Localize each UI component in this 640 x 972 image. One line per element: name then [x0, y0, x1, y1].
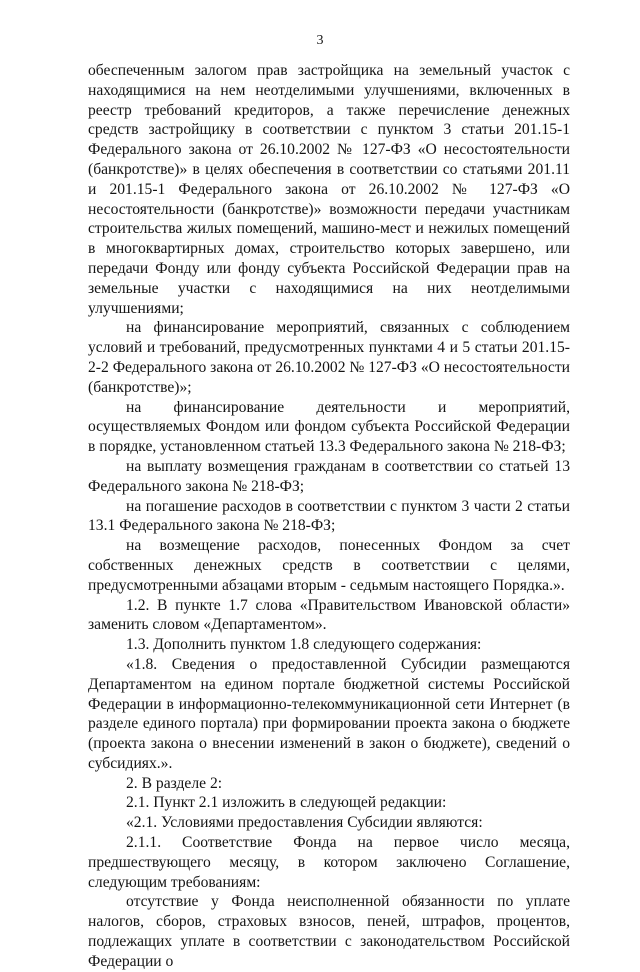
paragraph-2: на финансирование мероприятий, связанных с соблюдением условий и требований, предусмотренных пунктами 4 и 5 статьи 201.15-2-2 Федерального закона от 26.10.2002 № 127-ФЗ «О несостоятельности (банкротстве)»; [88, 319, 570, 396]
paragraph-11: 2.1. Пункт 2.1 изложить в следующей редакции: [126, 794, 447, 812]
paragraph-3: на финансирование деятельности и мероприятий, осуществляемых Фондом или фондом субъекта Российской Федерации в порядке, установленном статьей 13.3 Федерального закона № 218-ФЗ; [88, 398, 570, 456]
document-body [88, 61, 570, 972]
paragraph-12: «2.1. Условиями предоставления Субсидии являются: [126, 814, 483, 832]
paragraph-13: 2.1.1. Соответствие Фонда на первое число месяца, предшествующего месяцу, в котором заключено Соглашение, следующим требованиям: [88, 834, 570, 891]
paragraph-10: 2. В разделе 2: [126, 774, 223, 792]
paragraph-6: на возмещение расходов, понесенных Фондом за счет собственных денежных средств в соответствии с целями, предусмотренными абзацами вторым - седьмым настоящего Порядка.». [88, 537, 570, 594]
paragraph-14: отсутствие у Фонда неисполненной обязанности по уплате налогов, сборов, страховых взносов, пеней, штрафов, процентов, подлежащих уплате в соответствии с законодательством Российской Федерации о [88, 893, 570, 970]
paragraph-1: обеспеченным залогом прав застройщика на земельный участок с находящимися на нем неотделимыми улучшениями, включенных в реестр требований кредиторов, а также перечисление денежных средств застройщику в соответствии с пунктом 3 статьи 201.15-1 Федерального закона от 26.10.2002 № 127-ФЗ «О несостоятельности (банкротстве)» в целях обеспечения в соответствии со статьями 201.11 и 201.15-1 Федерального закона от 26.10.2002 № 127-ФЗ «О несостоятельности (банкротстве)» возможности передачи участникам строительства жилых помещений, машино-мест и нежилых помещений в многоквартирных домах, строительство которых завершено, или передачи Фонду или фонду субъекта Российской Федерации прав на земельные участки с находящимися на них неотделимыми улучшениями; [88, 62, 570, 317]
paragraph-5: на погашение расходов в соответствии с пунктом 3 части 2 статьи 13.1 Федерального закона № 218-ФЗ; [88, 497, 570, 535]
paragraph-8: 1.3. Дополнить пунктом 1.8 следующего содержания: [126, 636, 482, 654]
paragraph-4: на выплату возмещения гражданам в соответствии со статьей 13 Федерального закона № 218-ФЗ; [88, 457, 570, 495]
paragraph-9: «1.8. Сведения о предоставленной Субсидии размещаются Департаментом на едином портале бюджетной системы Российской Федерации в информационно-телекоммуникационной сети Интернет (в разделе единого портала) при формировании проекта закона о бюджете (проекта закона о внесении изменений в закон о бюджете), сведений о субсидиях.». [88, 655, 570, 772]
page-number: 3 [316, 33, 324, 48]
paragraph-7: 1.2. В пункте 1.7 слова «Правительством Ивановской области» заменить словом «Департаментом». [88, 596, 570, 634]
